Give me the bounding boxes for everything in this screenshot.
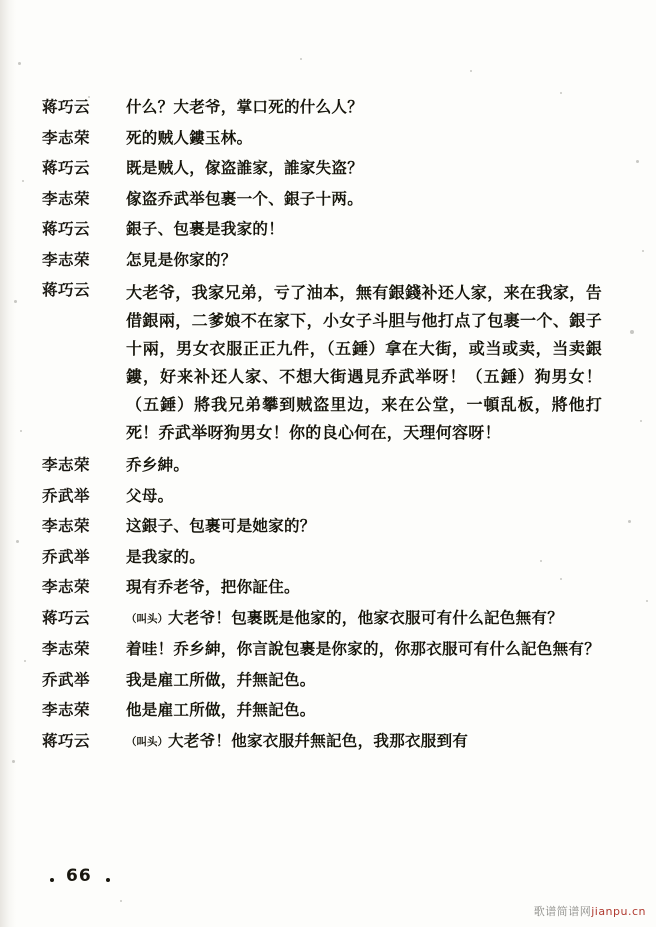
scan-speck [628, 520, 631, 523]
dialogue-script [42, 96, 602, 761]
dialogue-line [42, 638, 602, 662]
scan-speck [14, 300, 17, 303]
page-binding-edge [0, 0, 16, 927]
dialogue-text: 大老爷，我家兄弟，亏了油本，無有銀錢补还人家，来在我家，告借銀兩，二爹娘不在家下，小女子斗胆与他打点了包裹一个、銀子十兩，男女衣服正正九件，（五錘）拿在大街，或当或卖，当卖銀鏤，好来补还人家、不想大街遇見乔武举呀！（五錘）狗男女！（五錘）將我兄弟攀到贼盗里边，来在公堂，一頓乱板，將他打死！乔武举呀狗男女！你的良心何在，天理何容呀！ [126, 283, 602, 442]
scan-speck [24, 660, 26, 662]
dialogue-text: 乔乡紳。 [126, 456, 190, 474]
speaker-name: 李志荣 [42, 640, 91, 658]
dialogue-text: 他是雇工所做，幷無記色。 [126, 701, 316, 719]
dialogue-line [42, 607, 602, 632]
dialogue-line [42, 249, 602, 273]
dialogue-text: 傢盗乔武举包裹一个、銀子十两。 [126, 189, 364, 208]
scan-speck [88, 96, 90, 98]
scan-speck [646, 600, 648, 602]
dialogue-text-body: 大老爷！他家衣服幷無記色，我那衣服到有 [168, 731, 469, 750]
folio-dot-right [106, 878, 110, 882]
dialogue-text: 着哇！乔乡紳，你言說包裹是你家的，你那衣服可有什么記色無有？ [126, 640, 601, 658]
dialogue-text [126, 730, 602, 755]
speaker-name: 李志荣 [42, 456, 91, 474]
dialogue-text: 是我家的。 [126, 547, 206, 566]
scan-speck [640, 420, 642, 422]
dialogue-text-body: 大老爷！包裹既是他家的，他家衣服可有什么記色無有？ [168, 608, 564, 627]
dialogue-line [42, 699, 602, 723]
scan-speck [16, 540, 19, 543]
speaker-name: 蒋巧云 [42, 731, 91, 750]
speaker-name: 李志荣 [42, 578, 91, 596]
scan-speck [636, 160, 639, 163]
stage-direction: （叫头） [126, 735, 168, 748]
watermark [534, 903, 646, 919]
dialogue-line [42, 546, 602, 570]
scan-speck [18, 62, 21, 65]
speaker-name: 蒋巧云 [42, 159, 91, 177]
speaker-name: 李志荣 [42, 189, 91, 208]
speaker-name: 乔武举 [42, 486, 91, 505]
scan-speck [120, 900, 122, 902]
folio-dot-left [50, 878, 54, 882]
watermark-url: jianpu.cn [591, 905, 646, 918]
speaker-name: 乔武举 [42, 670, 91, 689]
scan-speck [22, 180, 24, 182]
dialogue-text: 現有乔老爷，把你証住。 [126, 578, 300, 596]
scan-speck [12, 760, 15, 763]
dialogue-line [42, 157, 602, 181]
dialogue-text: 既是贼人，傢盗誰家，誰家失盗？ [126, 159, 364, 177]
dialogue-text: 父母。 [126, 486, 174, 505]
dialogue-line [42, 576, 602, 600]
scan-speck [560, 92, 562, 94]
speaker-name: 李志荣 [42, 701, 91, 719]
dialogue-text: 怎見是你家的？ [126, 250, 237, 269]
dialogue-line [42, 485, 602, 509]
dialogue-text [126, 607, 602, 632]
dialogue-text: 死的贼人鏤玉林。 [126, 128, 253, 147]
scan-speck [560, 578, 562, 580]
watermark-site-name: 歌谱简谱网 [533, 905, 592, 918]
speaker-name: 蒋巧云 [42, 220, 91, 238]
scan-speck [642, 250, 644, 252]
speaker-name: 蒋巧云 [42, 608, 91, 627]
scan-speck [540, 560, 542, 562]
dialogue-text: 我是雇工所做，幷無記色。 [126, 670, 316, 689]
dialogue-line [42, 96, 602, 120]
dialogue-line [42, 515, 602, 539]
scan-speck [20, 430, 22, 432]
dialogue-line [42, 669, 602, 693]
speaker-name: 李志荣 [42, 517, 91, 535]
scan-speck [630, 330, 634, 334]
speaker-name: 乔武举 [42, 547, 91, 566]
dialogue-line [42, 218, 602, 242]
page-number: 66 [66, 866, 92, 886]
speaker-name: 李志荣 [42, 250, 91, 269]
dialogue-line [42, 127, 602, 151]
stage-direction: （叫头） [126, 612, 168, 625]
dialogue-line [42, 454, 602, 478]
dialogue-line [42, 279, 602, 447]
scan-speck [300, 58, 302, 60]
dialogue-text: 什么？大老爷，掌口死的什么人？ [126, 98, 364, 116]
speaker-name: 蒋巧云 [42, 98, 91, 116]
dialogue-line [42, 188, 602, 212]
dialogue-line [42, 730, 602, 755]
dialogue-text: 銀子、包裹是我家的！ [126, 220, 285, 238]
speaker-name: 李志荣 [42, 128, 91, 147]
scan-speck [470, 70, 472, 72]
speaker-name: 蒋巧云 [42, 281, 91, 299]
dialogue-text: 这銀子、包裹可是她家的？ [126, 517, 316, 535]
